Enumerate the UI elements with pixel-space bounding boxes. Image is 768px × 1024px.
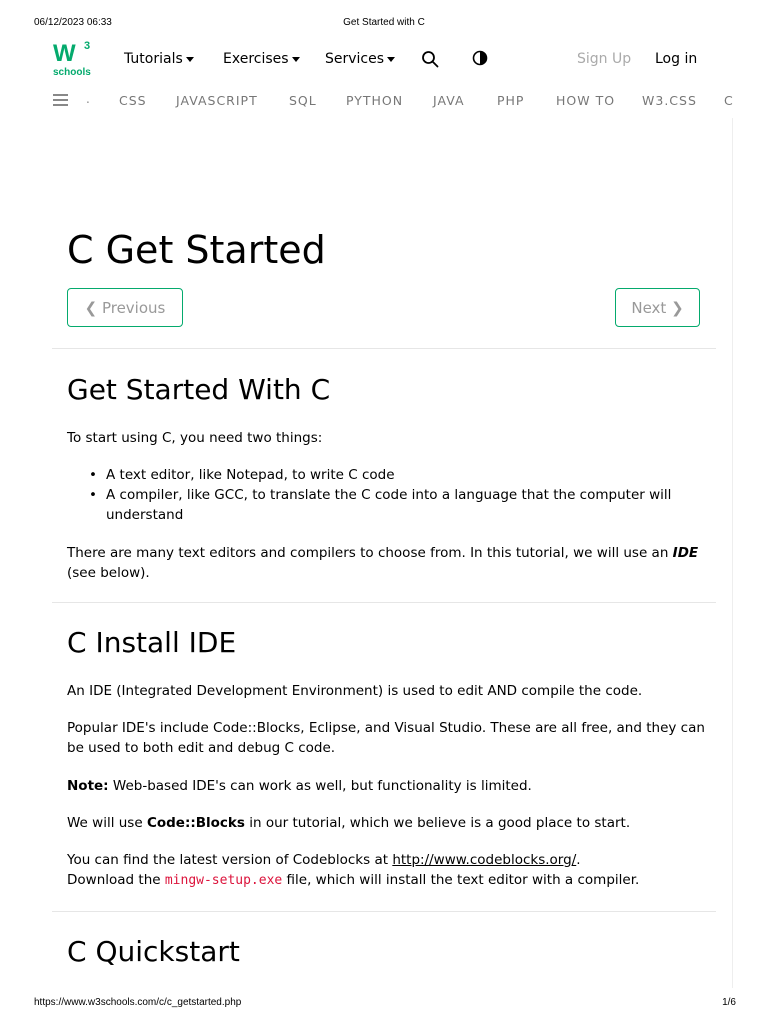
text-fragment: (see below).: [67, 565, 150, 581]
paragraph: An IDE (Integrated Development Environment) is used to edit AND compile the code.: [67, 683, 643, 699]
tutorials-label: Tutorials: [124, 51, 183, 67]
w3schools-logo[interactable]: [53, 40, 97, 78]
sign-up-link[interactable]: Sign Up: [577, 51, 632, 67]
paragraph: [67, 813, 707, 833]
search-icon[interactable]: [421, 50, 439, 68]
intro-text: To start using C, you need two things:: [67, 430, 323, 446]
print-footer: [0, 997, 768, 1011]
logo-sup: 3: [84, 40, 91, 52]
subnav-item-c[interactable]: C: [724, 93, 734, 108]
caret-down-icon: [387, 57, 395, 62]
codeblocks-link[interactable]: http://www.codeblocks.org/: [392, 852, 577, 868]
divider: [52, 348, 716, 349]
requirements-list: [67, 465, 707, 525]
subnav-item-javascript[interactable]: JAVASCRIPT: [176, 93, 258, 108]
section-heading: Get Started With C: [67, 373, 331, 406]
next-button[interactable]: Next ❯: [615, 288, 700, 327]
caret-down-icon: [292, 57, 300, 62]
menu-icon[interactable]: [53, 94, 68, 106]
tutorials-menu[interactable]: [124, 51, 194, 67]
paragraph: [67, 850, 707, 891]
note-paragraph: [67, 776, 707, 796]
print-page: 1/6: [722, 997, 736, 1008]
logo-sub: schools: [53, 67, 91, 78]
sidebar-divider: [732, 118, 733, 988]
filename-code: mingw-setup.exe: [164, 873, 283, 888]
services-menu[interactable]: [325, 51, 395, 67]
note-text: Web-based IDE's can work as well, but functionality is limited.: [108, 778, 532, 794]
exercises-label: Exercises: [223, 51, 289, 67]
text-fragment: There are many text editors and compilers to choose from. In this tutorial, we will use an: [67, 545, 673, 561]
text-fragment: We will use: [67, 815, 147, 831]
text-fragment: .: [576, 852, 581, 868]
print-datetime: 06/12/2023 06:33: [34, 17, 112, 28]
print-title: Get Started with C: [343, 17, 425, 28]
paragraph: Popular IDE's include Code::Blocks, Eclipse, and Visual Studio. These are all free, and they can be used to both edit and debug C code.: [67, 720, 705, 756]
codeblocks-bold: Code::Blocks: [146, 815, 245, 831]
section-heading: C Install IDE: [67, 626, 237, 659]
section-heading: C Quickstart: [67, 935, 240, 968]
caret-down-icon: [186, 57, 194, 62]
subnav-item-python[interactable]: PYTHON: [346, 93, 404, 108]
page-title: C Get Started: [67, 228, 326, 272]
logo-main: W: [53, 40, 75, 67]
previous-button[interactable]: ❮ Previous: [67, 288, 183, 327]
note-label: Note:: [67, 778, 109, 794]
subnav-dot: .: [86, 92, 90, 106]
paragraph: [67, 543, 707, 583]
ide-emphasis: IDE: [672, 545, 699, 561]
divider: [52, 602, 716, 603]
log-in-link[interactable]: Log in: [655, 51, 698, 67]
subnav-item-java[interactable]: JAVA: [433, 93, 465, 108]
list-item: • A compiler, like GCC, to translate the C code into a language that the computer will understand: [67, 485, 707, 525]
list-item: • A text editor, like Notepad, to write C code: [67, 465, 707, 485]
subnav-item-php[interactable]: PHP: [497, 93, 525, 108]
subnav-item-howto[interactable]: HOW TO: [556, 93, 616, 108]
text-fragment: file, which will install the text editor with a compiler.: [282, 872, 640, 888]
services-label: Services: [325, 51, 385, 67]
contrast-icon[interactable]: [472, 50, 488, 66]
text-fragment: You can find the latest version of Codeblocks at: [67, 852, 393, 868]
subnav-item-css[interactable]: CSS: [119, 93, 147, 108]
top-navbar: [0, 38, 768, 82]
text-fragment: Download the: [67, 872, 165, 888]
subnav-item-w3css[interactable]: W3.CSS: [642, 93, 697, 108]
print-url: https://www.w3schools.com/c/c_getstarted.php: [34, 997, 242, 1008]
subject-navbar: [0, 90, 768, 112]
divider: [52, 911, 716, 912]
subnav-item-sql[interactable]: SQL: [289, 93, 317, 108]
print-header: [0, 17, 768, 31]
exercises-menu[interactable]: [223, 51, 300, 67]
text-fragment: in our tutorial, which we believe is a good place to start.: [244, 815, 631, 831]
